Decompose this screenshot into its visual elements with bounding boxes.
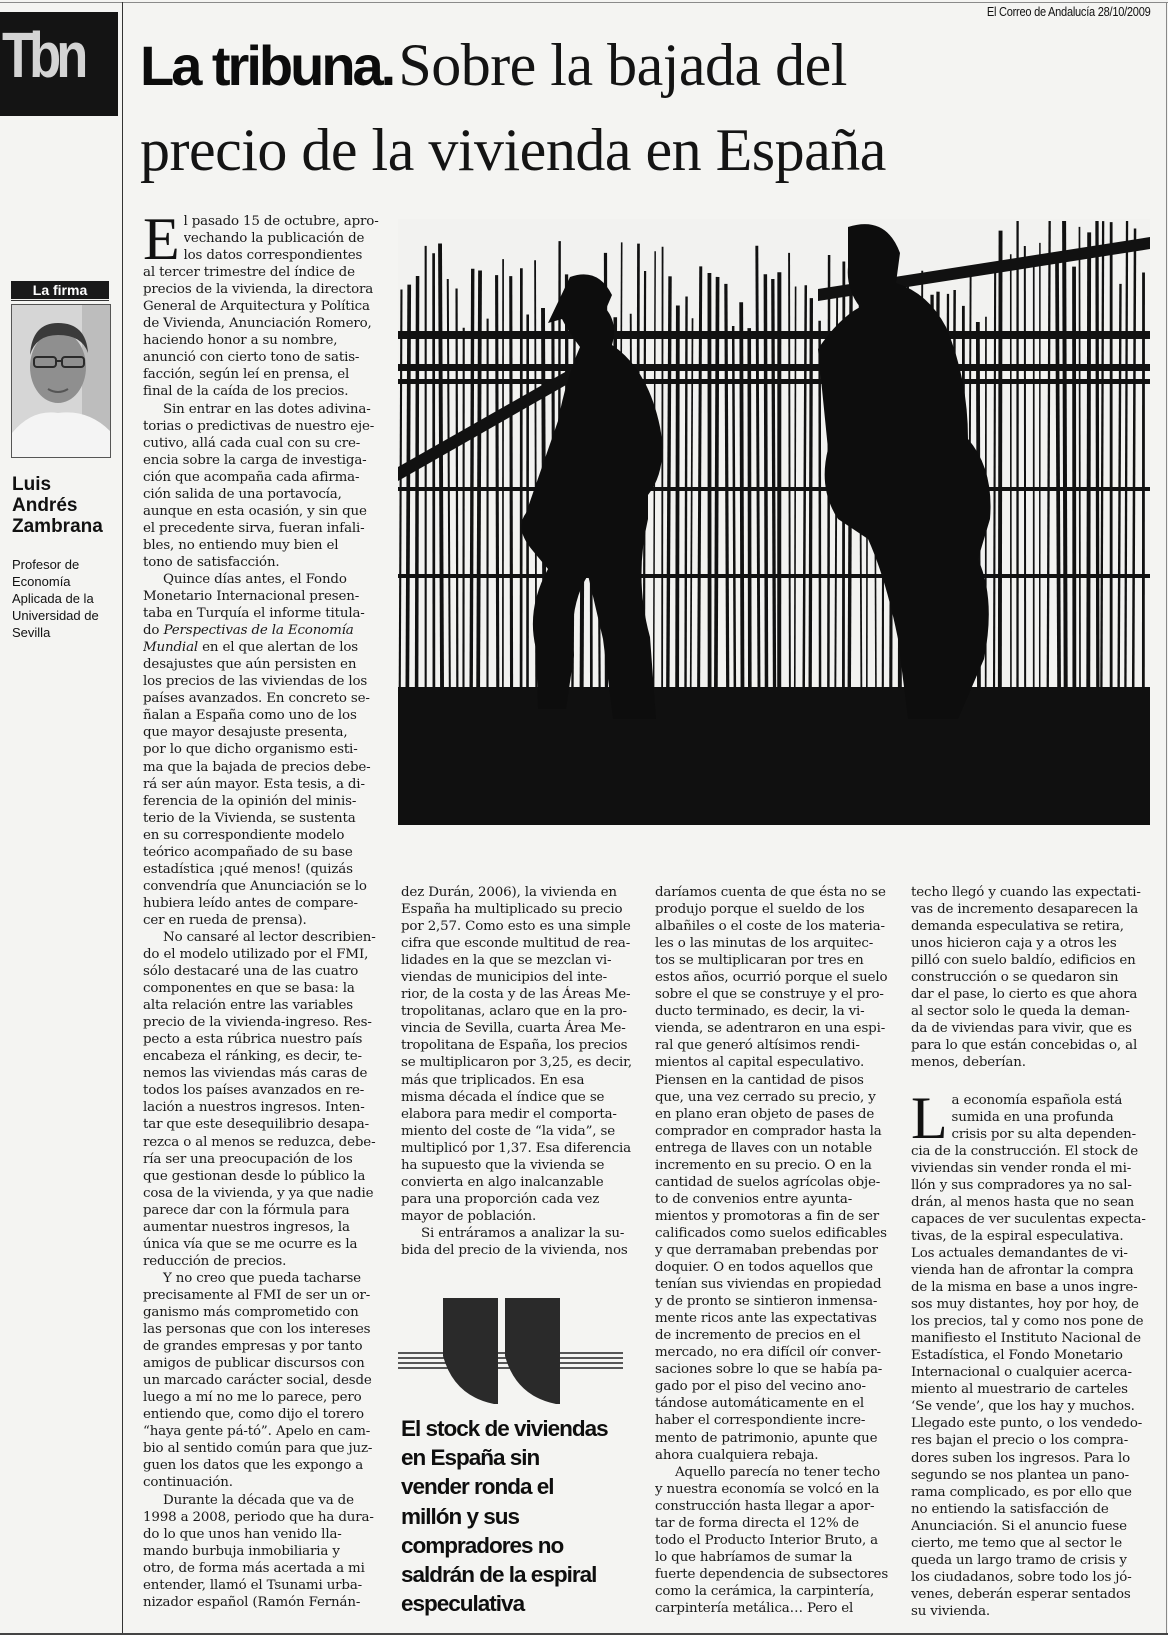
byline-rule (11, 300, 109, 301)
article-line: tropolitanas, aclaro que en la pro- (401, 1004, 627, 1020)
section-logo-text: Tbn (2, 19, 84, 91)
article-line: demanda especulativa se retira, (911, 919, 1124, 935)
article-line: menos, deberían. (911, 1055, 1026, 1071)
article-line: sumida en una profunda (951, 1109, 1114, 1125)
article-line: vechando la publicación de (183, 231, 365, 247)
article-column-4-top (911, 884, 1151, 1072)
pull-quote (401, 1414, 641, 1618)
article-line: pecto a esta rúbrica nuestro país (143, 1032, 363, 1048)
article-line: y de pronto se sintieron inmensa- (655, 1294, 878, 1310)
article-line: en su correspondiente modelo (143, 827, 345, 843)
article-line: Anunciación. Si el anuncio fuese (911, 1518, 1127, 1534)
headline-kicker: La tribuna. (140, 34, 394, 97)
article-line: tos se multiplicaran por tres en (655, 953, 864, 969)
article-column-1 (143, 206, 379, 1611)
pull-quote-line: vender ronda el (401, 1474, 554, 1500)
article-line: cosa de la vivienda, y ya que nadie (143, 1185, 374, 1201)
article-line: vienda han de afrontar la compra (911, 1262, 1134, 1278)
article-line: sólo destacaré una de las cuatro (143, 964, 359, 980)
article-line: albañiles o el coste de los materia- (655, 919, 885, 935)
article-line: tenían sus viviendas en propiedad (655, 1277, 882, 1293)
article-line: no entiendo la satisfacción de (911, 1501, 1109, 1517)
article-line: de la misma en base a unos ingre- (911, 1280, 1138, 1296)
article-line: en plano eran objeto de pases de (655, 1106, 875, 1122)
article-line: Internacional o cualquier acerca- (911, 1365, 1132, 1381)
article-line: No cansaré al lector describien- (163, 929, 376, 945)
article-line: rá ser aún mayor. Esta tesis, a di- (143, 776, 365, 792)
article-line: de incremento de precios en el (655, 1328, 861, 1344)
article-line: les o las minutas de los arquitec- (655, 936, 874, 952)
article-line: parece dar con la fórmula para (143, 1202, 350, 1218)
article-line: entiendo que, como dijo el torero (143, 1407, 364, 1423)
article-line: otro, de forma más acertada a mi (143, 1560, 365, 1576)
article-line: cifra que esconde multitud de rea- (401, 936, 631, 952)
article-line: rezca o al menos se reduzca, debe- (143, 1134, 376, 1150)
article-line: nemos las viviendas más caras de (143, 1066, 368, 1082)
article-line: el precedente sirva, fueran infali- (143, 520, 365, 536)
article-line: encabeza el ránking, es decir, te- (143, 1049, 362, 1065)
article-line: para lo que están concebidas o, al (911, 1038, 1138, 1054)
article-line: ahora cualquiera rebaja. (655, 1447, 819, 1463)
article-line: ción que acompaña cada afirma- (143, 469, 360, 485)
article-line: multiplicó por 1,37. Esa diferencia (401, 1140, 631, 1156)
article-line: Sin entrar en las dotes adivina- (163, 401, 371, 417)
article-line: mayor de población. (401, 1208, 537, 1224)
article-column-3 (655, 884, 891, 1617)
article-line: techo llegó y cuando las expectati- (911, 885, 1141, 900)
article-line: lo que habríamos de sumar la (655, 1549, 853, 1565)
article-line: de grandes empresas y por tanto (143, 1339, 363, 1355)
article-line: Piensen en la cantidad de pisos (655, 1072, 864, 1088)
author-name-line: Andrés (12, 495, 78, 516)
author-role-line: Universidad de (12, 608, 99, 623)
article-line: por 2,57. Como esto es una simple (401, 919, 631, 935)
article-line: carpintería metálica… Pero el (655, 1600, 854, 1616)
article-line: lidades en la que se mezclan vi- (401, 953, 612, 969)
article-line: lación a nuestros ingresos. Inten- (143, 1100, 365, 1116)
article-line: doquier. O en todos aquellos que (655, 1260, 873, 1276)
article-line: por lo que dicho organismo esti- (143, 742, 358, 758)
article-line: mente ricos ante las expectativas (655, 1311, 877, 1327)
article-line: aunque en esta ocasión, y sin que (143, 503, 367, 519)
article-line: terio de la Vivienda, se sustenta (143, 810, 356, 826)
article-line: final de la caída de los precios. (143, 384, 349, 400)
article-line: res bajan el precio o los compra- (911, 1433, 1129, 1449)
author-role-line: Sevilla (12, 625, 51, 640)
article-line: para una proporción cada vez (401, 1191, 600, 1207)
article-line: mientos al capital especulativo. (655, 1055, 865, 1071)
article-column-4 (911, 884, 1151, 1620)
article-line: torias o predictivas de nuestro eje- (143, 418, 375, 434)
article-line: continuación. (143, 1475, 233, 1491)
article-line: General de Arquitectura y Política (143, 299, 370, 315)
article-line: calificados como suelos edificables (655, 1225, 887, 1241)
article-line: drán, al menos hasta que no sean (911, 1194, 1135, 1210)
article-line: sos muy distantes, hoy por hoy, de (911, 1297, 1139, 1313)
headline (140, 30, 1140, 185)
article-line: Mundial en el que alertan de los (143, 640, 358, 656)
article-line: haciendo honor a su nombre, (143, 333, 338, 349)
article-line: países avanzados. En concreto se- (143, 691, 370, 707)
article-line: mando burbuja inmobiliaria y (143, 1543, 340, 1559)
article-line: fuerte dependencia de subsectores (655, 1566, 889, 1582)
article-line: entender, llamó el Tsunami urba- (143, 1577, 363, 1593)
article-line: dar el pase, lo cierto es que ahora (911, 987, 1138, 1003)
author-portrait-icon (12, 305, 110, 457)
headline-line-1 (140, 30, 1140, 115)
article-line: l pasado 15 de octubre, apro- (183, 214, 379, 229)
article-line: miento al muestrario de carteles (911, 1382, 1128, 1398)
article-line: aumentar nuestros ingresos, la (143, 1219, 350, 1235)
article-line: llón y sus compradores ya no sal- (911, 1177, 1132, 1193)
gutter-rule (122, 2, 123, 1634)
article-line: y que derramaban prebendas por (655, 1242, 878, 1258)
article-line: que, una vez cerrado su precio, y (655, 1089, 876, 1105)
article-column-2 (401, 884, 637, 1259)
article-line: tropolitana de España, los precios (401, 1038, 628, 1054)
section-logo (0, 12, 118, 116)
article-line: tar de forma directa el 12% de (655, 1515, 859, 1531)
headline-title-part-1: Sobre la bajada del (398, 32, 847, 98)
article-line: construcción hasta llegar a apor- (655, 1498, 875, 1514)
article-line: ral que generó altísimos rendi- (655, 1038, 860, 1054)
article-line: vas de incremento desaparecen la (911, 902, 1139, 918)
article-line: reducción de precios. (143, 1253, 287, 1269)
article-line: tar que este desequilibrio desapa- (143, 1117, 369, 1133)
article-line: alta relación entre las variables (143, 998, 354, 1014)
article-line: guen los datos que les expongo a (143, 1458, 364, 1474)
article-line: precio de la vivienda-ingreso. Res- (143, 1015, 372, 1031)
article-line: todos los países avanzados en re- (143, 1083, 365, 1099)
article-line: tono de satisfacción. (143, 554, 280, 570)
article-line: incremento en su precio. O en la (655, 1157, 872, 1173)
article-line: teórico acompañado de su base (143, 844, 353, 860)
article-line: facción, según leí en prensa, el (143, 367, 350, 383)
author-role-line: Profesor de (12, 557, 80, 572)
article-line: tándose automáticamente en el (655, 1396, 865, 1412)
pull-quote-line: millón y sus (401, 1503, 520, 1529)
article-line: daríamos cuenta de que ésta no se (655, 885, 886, 900)
article-line: ganismo más comprometido con (143, 1305, 359, 1320)
article-line: ducto terminado, es decir, la vi- (655, 1004, 865, 1020)
pull-quote-line: en España sin (401, 1445, 540, 1471)
article-line: cierto, me temo que al sector le (911, 1535, 1122, 1551)
article-line: Los actuales demandantes de vi- (911, 1245, 1128, 1261)
article-line: rior, de la costa y de las Áreas Me- (401, 987, 631, 1003)
article-line: estos años, ocurrió porque el suelo (655, 970, 888, 986)
pull-quote-line: especulativa (401, 1591, 525, 1617)
article-line: que gestionan desde lo público la (143, 1168, 366, 1184)
article-line: convendría que Anunciación se lo (143, 878, 367, 894)
dropcap-e: E (143, 206, 180, 272)
article-line: como la cerámica, la carpintería, (655, 1583, 875, 1599)
article-line: Durante la década que va de (163, 1492, 354, 1508)
article-line: ‘Se vende’, que los hay y muchos. (911, 1399, 1135, 1415)
article-line: gado por el piso del vecino ano- (655, 1379, 866, 1395)
article-line: ha supuesto que la vivienda se (401, 1157, 605, 1173)
article-line: sobre el que se construye y el pro- (655, 987, 884, 1003)
article-line: luego a mí no me lo parece, pero (143, 1390, 362, 1406)
article-line: rama complicado, es por ello que (911, 1484, 1132, 1500)
article-line: bida del precio de la vivienda, nos (401, 1242, 628, 1258)
article-line: do el modelo utilizado por el FMI, (143, 947, 369, 963)
right-rule (1166, 2, 1167, 1634)
article-line: Si entráramos a analizar la su- (421, 1225, 625, 1241)
article-line: anunció con cierto tono de satis- (143, 350, 360, 366)
article-line: nizador español (Ramón Fernán- (143, 1594, 361, 1610)
article-line: precios de la vivienda, la directora (143, 282, 374, 298)
article-line: España ha multiplicado su precio (401, 902, 623, 918)
author-name (12, 474, 122, 537)
article-line: mientos y promotoras a fin de ser (655, 1208, 880, 1224)
article-line: precisamente al FMI de ser un or- (143, 1287, 371, 1303)
article-line: ñalan a España como uno de los (143, 708, 357, 724)
article-line: cia de la construcción. El stock de (911, 1143, 1138, 1159)
author-portrait (11, 304, 111, 458)
article-line: viendas de municipios del inte- (401, 970, 608, 986)
pull-quote-line: compradores no (401, 1532, 564, 1558)
article-line: venes, deberán esperar sentados (911, 1586, 1131, 1602)
article-line: las personas que con los intereses (143, 1322, 371, 1338)
article-line: y nuestra economía se volcó en la (655, 1481, 880, 1497)
article-line: ferencia de la opinión del minis- (143, 793, 357, 809)
author-role (12, 556, 122, 641)
article-line: taba en Turquía el informe titula- (143, 606, 365, 622)
article-line: Monetario Internacional presen- (143, 589, 360, 605)
author-role-line: Aplicada de la (12, 591, 94, 606)
article-line: do lo que unos han venido lla- (143, 1526, 342, 1542)
article-line: su vivienda. (911, 1603, 991, 1619)
article-line: un marcado carácter social, desde (143, 1373, 372, 1389)
article-line: “haya gente pá-tó”. Apelo en cam- (143, 1424, 371, 1440)
article-line: Y no creo que pueda tacharse (163, 1270, 361, 1286)
article-line: queda un largo tramo de crisis y (911, 1552, 1127, 1568)
article-line: misma década el índice que se (401, 1089, 605, 1105)
article-line: ría ser una preocupación de los (143, 1151, 353, 1167)
source-credit: El Correo de Andalucía 28/10/2009 (986, 4, 1150, 19)
author-name-line: Zambrana (12, 516, 103, 537)
byline-label: La firma (11, 281, 109, 299)
article-line: los precios, tal y como nos pone de (911, 1314, 1144, 1330)
article-photo (398, 219, 1150, 825)
article-line: cer en rueda de prensa). (143, 912, 307, 928)
article-line: convierta en algo inalcanzable (401, 1174, 604, 1190)
author-name-line: Luis (12, 474, 52, 495)
construction-workers-silhouette-photo-icon (398, 219, 1150, 825)
article-line: componentes en que se basa: la (143, 981, 355, 997)
article-line: miento del coste de “la vida”, se (401, 1123, 615, 1139)
article-line: comprador en comprador hasta la (655, 1123, 882, 1139)
article-line: mercado, no era difícil oír conver- (655, 1345, 881, 1361)
article-line: vienda, se adentraron en una espi- (655, 1021, 886, 1037)
article-line: entrega de llaves con un notable (655, 1140, 872, 1156)
article-line: bio al sentido común para que juz- (143, 1441, 373, 1457)
article-line: Quince días antes, el Fondo (163, 571, 347, 587)
article-line: al tercer trimestre del índice de (143, 265, 355, 281)
article-line: Estadística, el Fondo Monetario (911, 1348, 1123, 1364)
article-line: de Vivienda, Anunciación Romero, (143, 316, 372, 332)
article-line: dores suben los ingresos. Para lo (911, 1450, 1130, 1466)
article-line: manifiesto el Instituto Nacional de (911, 1331, 1141, 1347)
article-line: se multiplicaron por 3,25, es decir, (401, 1055, 633, 1071)
headline-title-part-2: precio de la vivienda en España (140, 117, 886, 183)
article-line: a economía española está (951, 1092, 1123, 1108)
article-line: viviendas sin vender ronda el mi- (911, 1160, 1132, 1176)
article-line: mento de patrimonio, apunte que (655, 1430, 878, 1446)
article-line: más que triplicados. En esa (401, 1072, 585, 1088)
italic-title: Perspectivas de la Economía (163, 623, 354, 639)
article-line: do Perspectivas de la Economía (143, 623, 354, 639)
article-line: da de viviendas para vivir, que es (911, 1021, 1132, 1037)
article-line: cantidad de suelos agrícolas obje- (655, 1174, 881, 1190)
article-line: elabora para medir el comporta- (401, 1106, 617, 1122)
article-line: pilló con suelo baldío, edificios en (911, 953, 1136, 969)
article-line: haber el correspondiente incre- (655, 1413, 866, 1429)
article-line: encia sobre la carga de investiga- (143, 452, 367, 468)
pull-quote-line: saldrán de la espiral (401, 1562, 597, 1588)
article-line: ma que la bajada de precios debe- (143, 759, 371, 775)
article-line: que mayor desajuste presenta, (143, 725, 348, 741)
article-line: hubiera leído antes de compare- (143, 895, 358, 911)
article-line: al sector solo le queda la deman- (911, 1004, 1130, 1020)
article-line: desajustes que aún persisten en (143, 657, 357, 673)
article-line: cutivo, allá cada cual con su cre- (143, 435, 361, 451)
article-line: 1998 a 2008, periodo que ha dura- (143, 1509, 374, 1525)
article-line: los ciudadanos, sobre todo los jó- (911, 1569, 1132, 1585)
article-line: to de convenios entre ayunta- (655, 1191, 853, 1207)
article-line: bles, no entiendo muy bien el (143, 537, 339, 553)
article-line: saciones sobre lo que se había pa- (655, 1362, 883, 1378)
author-role-line: Economía (12, 574, 71, 589)
top-rule (0, 2, 1168, 3)
article-line: única vía que se me ocurre es la (143, 1236, 358, 1252)
article-line: todo el Producto Interior Bruto, a (655, 1532, 878, 1548)
article-line: los datos correspondientes (183, 248, 363, 264)
article-line: los precios de las viviendas de los (143, 674, 368, 690)
article-line: tivas, de la espiral especulativa. (911, 1228, 1124, 1244)
quotation-mark-icon (398, 1296, 623, 1406)
dropcap-l: L (911, 1084, 948, 1151)
article-line: ción salida de una portavocía, (143, 486, 342, 502)
article-line: Aquello parecía no tener techo (675, 1464, 881, 1480)
article-line: dez Durán, 2006), la vivienda en (401, 885, 617, 900)
article-line: vincia de Sevilla, cuarta Área Me- (401, 1021, 626, 1037)
article-line: crisis por su alta dependen- (951, 1126, 1136, 1142)
article-line: segundo se nos plantea un pano- (911, 1467, 1130, 1483)
article-column-4-body (911, 1143, 1151, 1620)
article-line: estadística ¡qué menos! (quizás (143, 861, 353, 877)
article-line: capaces de ver suculentas expecta- (911, 1211, 1146, 1227)
article-line: Llegado este punto, o los vendedo- (911, 1416, 1143, 1432)
article-column-1-body (143, 264, 379, 1611)
article-line: unos hicieron caja y a otros les (911, 936, 1117, 952)
article-line: construcción o se quedaron sin (911, 970, 1119, 986)
italic-title: Mundial (143, 640, 199, 656)
article-line: produjo porque el sueldo de los (655, 902, 865, 918)
pull-quote-line: El stock de viviendas (401, 1416, 608, 1441)
article-line: amigos de publicar discursos con (143, 1356, 365, 1372)
